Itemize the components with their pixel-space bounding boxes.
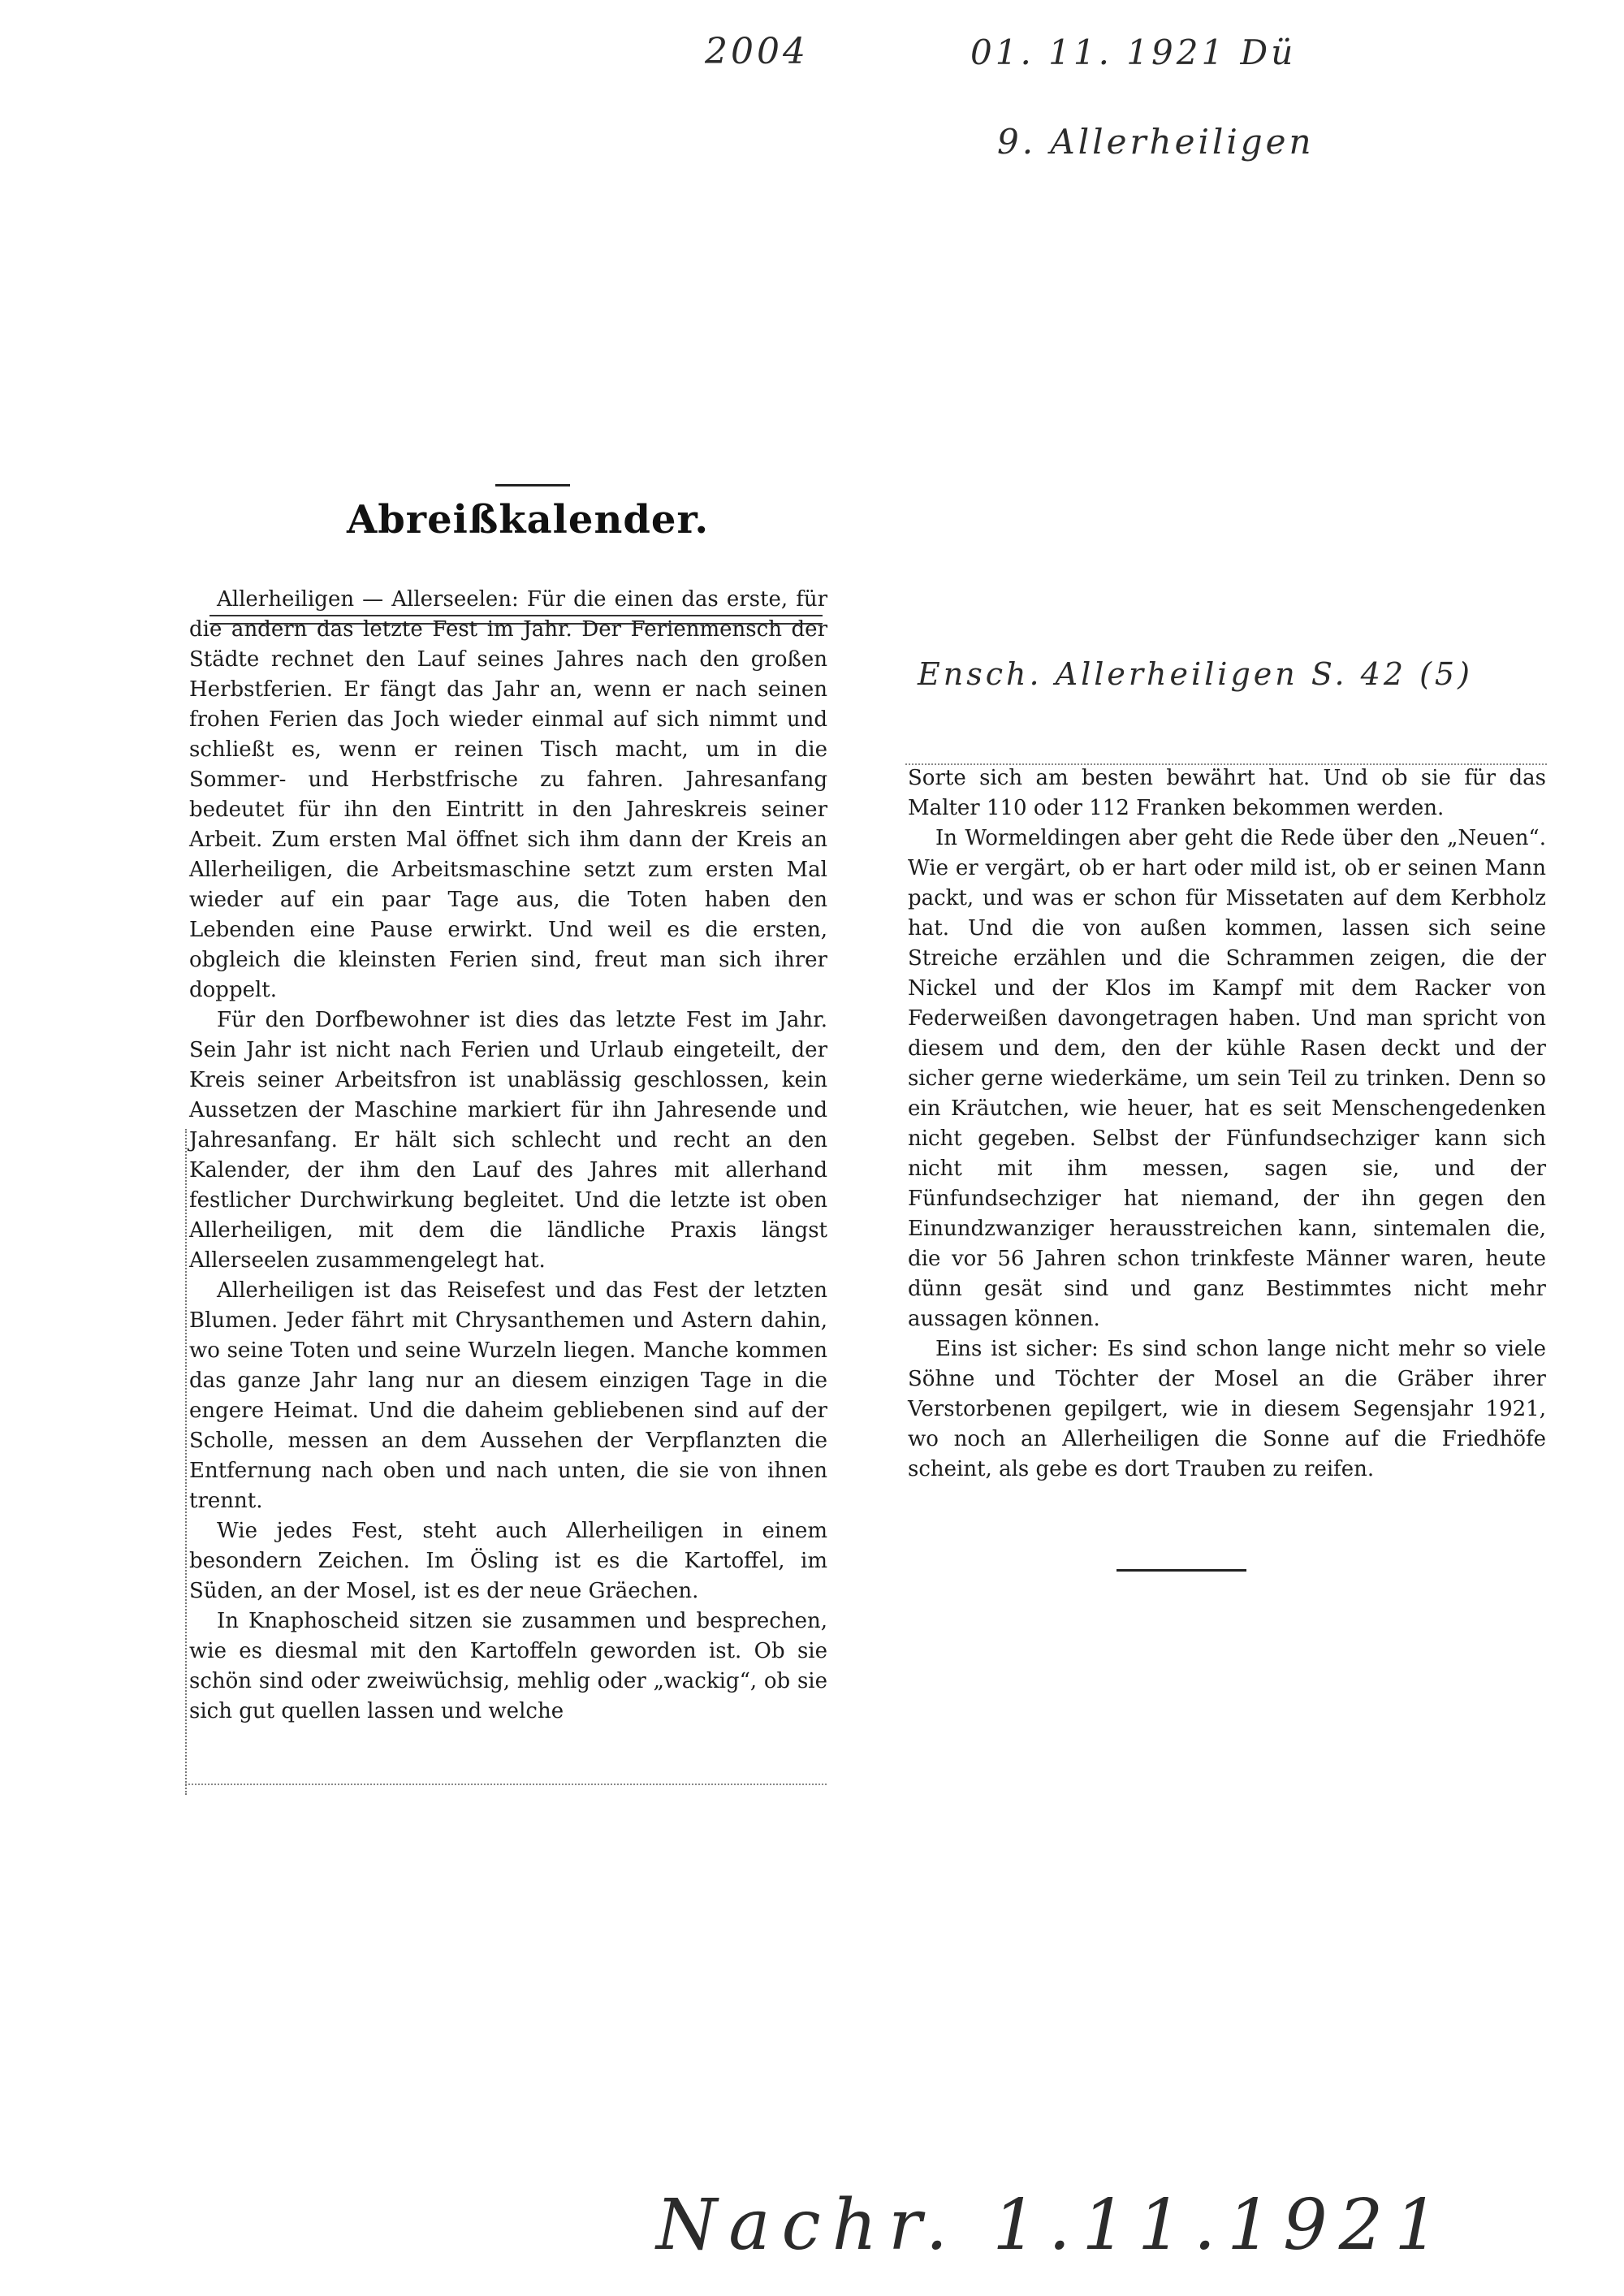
paragraph: Sorte sich am besten bewährt hat. Und ob sie für das Malter 110 oder 112 Franken bekommen werden.: [908, 766, 1546, 820]
clipping-edge-left: [185, 1129, 187, 1795]
article-title: Abreißkalender.: [346, 497, 710, 543]
article-end-rule: [1116, 1569, 1246, 1572]
paragraph: In Knaphoscheid sitzen sie zusammen und besprechen, wie es diesmal mit den Kartoffeln geworden ist. Ob sie schön sind oder zweiwüchsig, mehlig oder „wackig“, ob sie sich gut quellen lassen und welche: [189, 1609, 827, 1723]
title-rule: [495, 484, 570, 486]
handwritten-source-note: Nachr. 1.11.1921: [656, 2185, 1451, 2266]
handwritten-date: 01. 11. 1921 Dü: [970, 32, 1297, 72]
handwritten-side-note: Ensch. Allerheiligen S. 42 (5): [918, 656, 1473, 692]
paragraph: In Wormeldingen aber geht die Rede über den „Neuen“. Wie er vergärt, ob er hart oder mild ist, ob er seinen Mann packt, und was er schon für Missetaten auf dem Kerbholz hat. Und die von außen kommen, lassen sich seine Streiche erzählen und die Schrammen zeigen, die der Nickel und der Klos im Kampf mit dem Racker von Federweißen davongetragen haben. Und man spricht von diesem und dem, den der kühle Rasen deckt und der sicher gerne wiederkäme, um sein Teil zu trinken. Denn so ein Kräutchen, wie heuer, hat es seit Menschengedenken nicht gegeben. Selbst der Fünfundsechziger kann sich nicht mit ihm messen, sagen sie, und der Fünfundsechziger hat niemand, der ihn gegen den Einundzwanziger herausstreichen kann, sintemalen die, die vor 56 Jahren schon trinkfeste Männer waren, heute dünn gesät sind und ganz Bestimmtes nicht mehr aussagen können.: [908, 826, 1546, 1331]
article-right-column: [908, 763, 1546, 1485]
paragraph: Für den Dorfbewohner ist dies das letzte Fest im Jahr. Sein Jahr ist nicht nach Ferien und Urlaub eingeteilt, der Kreis seiner Arbeitsfron ist unablässig geschlossen, kein Aussetzen der Maschine markiert für ihn Jahresende und Jahresanfang. Er hält sich schlecht und recht an den Kalender, der ihm den Lauf des Jahres mit allerhand festlicher Durchwirkung begleitet. Und die letzte ist oben Allerheiligen, mit dem die ländliche Praxis längst Allerseelen zusammengelegt hat.: [189, 1008, 827, 1273]
paragraph: Allerheiligen — Allerseelen: Für die einen das erste, für die andern das letzte Fest im Jahr. Der Ferienmensch der Städte rechnet den Lauf seines Jahres nach den großen Herbstferien. Er fängt das Jahr an, wenn er nach seinen frohen Ferien das Joch wieder einmal auf sich nimmt und schließt es, wenn er reinen Tisch macht, um in die Sommer- und Herbstfrische zu fahren. Jahresanfang bedeutet für ihn den Eintritt in den Jahreskreis seiner Arbeit. Zum ersten Mal öffnet sich ihm dann der Kreis an Allerheiligen, die Arbeitsmaschine setzt zum ersten Mal wieder auf ein paar Tage aus, die Toten haben den Lebenden eine Pause erwirkt. Und weil es die ersten, obgleich die kleinsten Ferien sind, freut man sich ihrer doppelt.: [189, 587, 827, 1002]
clipping-edge-bottom: [185, 1784, 827, 1785]
handwritten-subject: 9. Allerheiligen: [997, 122, 1315, 162]
archive-number: 2004: [705, 31, 809, 72]
paragraph: Eins ist sicher: Es sind schon lange nicht mehr so viele Söhne und Töchter der Mosel an die Gräber ihrer Verstorbenen gepilgert, wie in diesem Segensjahr 1921, wo noch an Allerheiligen die Sonne auf die Friedhöfe scheint, als gebe es dort Trauben zu reifen.: [908, 1337, 1546, 1481]
paragraph: Allerheiligen ist das Reisefest und das Fest der letzten Blumen. Jeder fährt mit Chrysanthemen und Astern dahin, wo seine Toten und seine Wurzeln liegen. Manche kommen das ganze Jahr lang nur an diesem einzigen Tage in die engere Heimat. Und die daheim gebliebenen sind auf der Scholle, messen an dem Aussehen der Verpflanzten die Entfernung nach oben und nach unten, die sie von ihnen trennt.: [189, 1278, 827, 1513]
paragraph: Wie jedes Fest, steht auch Allerheiligen in einem besondern Zeichen. Im Ösling ist es die Kartoffel, im Süden, an der Mosel, ist es der neue Gräechen.: [189, 1519, 827, 1603]
clipping-edge-top-right: [905, 763, 1547, 765]
article-left-column: [189, 585, 827, 1727]
